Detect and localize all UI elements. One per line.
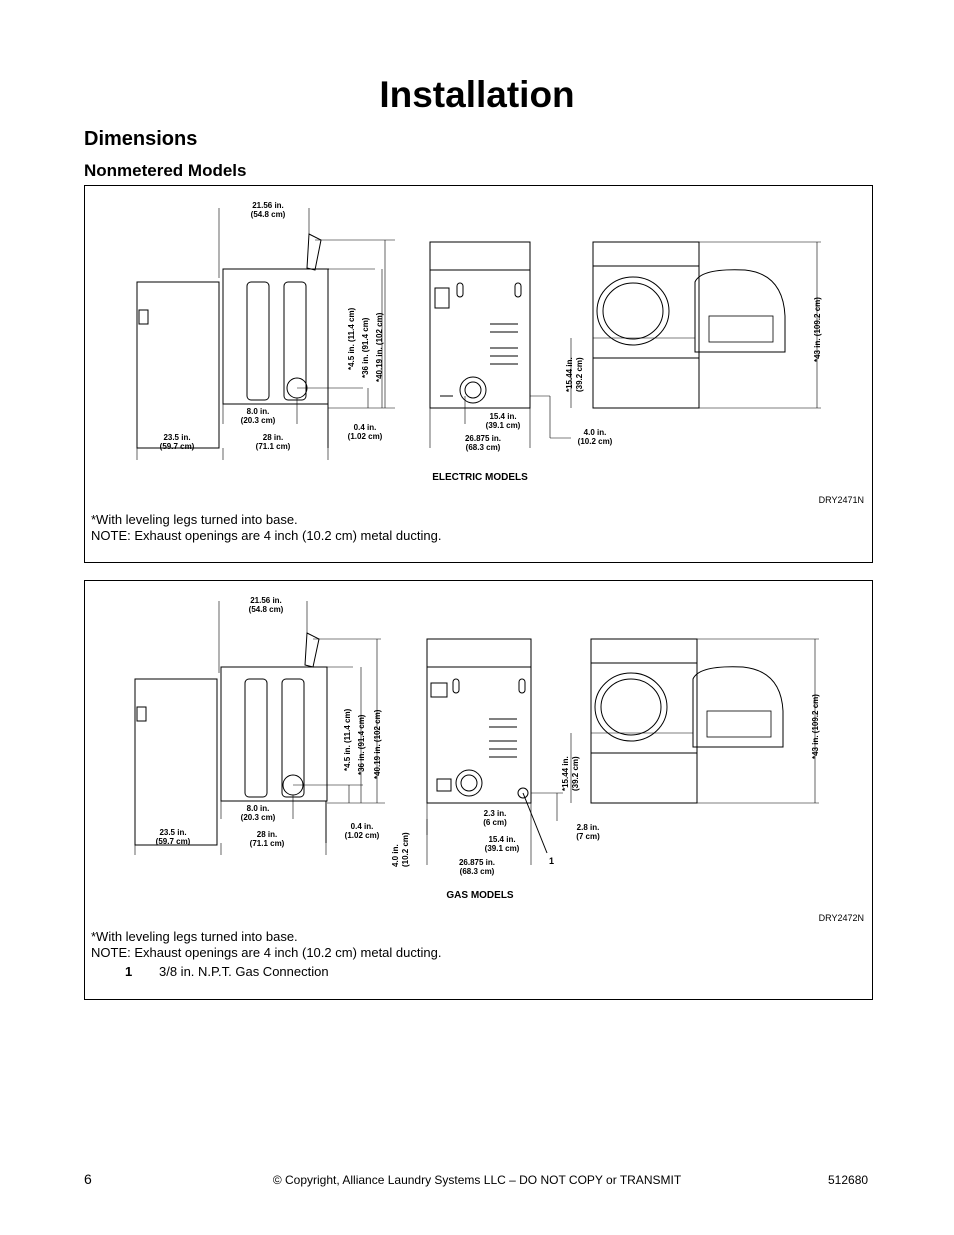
- legend-number: 1: [125, 964, 133, 979]
- dryer-body-side: [221, 667, 327, 801]
- dryer-body-front: [593, 266, 699, 408]
- dim-h1: *4.5 in. (11.4 cm): [343, 708, 352, 771]
- dim-exhaust-height: 4.0 in. (10.2 cm): [391, 832, 410, 867]
- legend-text: 3/8 in. N.P.T. Gas Connection: [159, 964, 329, 979]
- dim-door-reach: 23.5 in. (59.7 cm): [159, 433, 195, 451]
- dim-door-top: *43 in. (109.2 cm): [813, 297, 822, 362]
- dim-width: 26.875 in. (68.3 cm): [464, 434, 502, 452]
- dim-leg: 0.4 in. (1.02 cm): [344, 822, 380, 840]
- dim-h2: *36 in. (91.4 cm): [357, 714, 366, 775]
- dim-h3: *40.19 in. (102 cm): [373, 709, 382, 779]
- dryer-body-rear: [427, 667, 531, 803]
- copyright-notice: © Copyright, Alliance Laundry Systems LLC – DO NOT COPY or TRANSMIT: [272, 1173, 682, 1187]
- control-console-rear: [430, 242, 530, 270]
- page-title: Installation: [379, 74, 575, 115]
- dim-width: 26.875 in. (68.3 cm): [458, 858, 496, 876]
- dim-exhaust-height: 4.0 in. (10.2 cm): [577, 428, 613, 446]
- document-number: 512680: [828, 1173, 869, 1187]
- dim-gas-height: 2.8 in. (7 cm): [576, 823, 600, 841]
- dim-h2: *36 in. (91.4 cm): [361, 317, 370, 378]
- dim-exhaust-offset: 15.4 in. (39.1 cm): [485, 412, 521, 430]
- dim-exhaust-offset: 15.4 in. (39.1 cm): [484, 835, 520, 853]
- door-panel-side: [135, 679, 217, 845]
- section-heading: Dimensions: [84, 128, 198, 150]
- subsection-heading: Nonmetered Models: [84, 161, 247, 180]
- gas-callout-number: 1: [549, 856, 555, 866]
- gas-caption: GAS MODELS: [446, 890, 514, 901]
- electric-caption: ELECTRIC MODELS: [432, 472, 528, 483]
- dim-exhaust-x: 8.0 in. (20.3 cm): [240, 804, 276, 822]
- dim-exhaust-x: 8.0 in. (20.3 cm): [240, 407, 276, 425]
- dim-door-height: *15.44 in. (39.2 cm): [565, 357, 584, 392]
- gas-figure-box: [84, 580, 873, 1000]
- page-number: 6: [84, 1171, 92, 1187]
- electric-figure-id: DRY2471N: [818, 495, 864, 505]
- electric-notes: *With leveling legs turned into base. NOTE: Exhaust openings are 4 inch (10.2 cm) metal ducting.: [91, 512, 442, 543]
- dim-leg: 0.4 in. (1.02 cm): [347, 423, 383, 441]
- dim-h3: *40.19 in. (102 cm): [375, 312, 384, 382]
- dim-top-width: 21.56 in. (54.8 cm): [250, 201, 286, 219]
- control-console-rear: [427, 639, 531, 667]
- dim-top-width: 21.56 in. (54.8 cm): [248, 596, 284, 614]
- dim-depth: 28 in. (71.1 cm): [255, 433, 291, 451]
- control-panel-front: [593, 242, 699, 266]
- dim-door-top: *43 in. (109.2 cm): [811, 694, 820, 759]
- control-panel-front: [591, 639, 697, 663]
- dim-door-reach: 23.5 in. (59.7 cm): [155, 828, 191, 846]
- electric-figure-box: 21.56 in. (54.8 cm) 23.5 in. (59.7 cm) 8.0 in. (20.3 cm) 28 in. (71.1 cm) 0.4 in. (1.02 cm) *4.5 in. (11.4 cm) *36 in. (91.4 cm) *40.19 in. (102 cm) 15.4 in. (39.1 cm) 26.875 in. (68.3 cm) 4.0 in. (10.2 cm) *15.44 in. (39.2 cm) *43 in. (109.2 cm) ELECTRIC MODELS DRY2471N *With leveling legs turned into base. NOTE: Exhaust openings are 4 inch (10.2 cm) metal ducting.: [84, 185, 873, 563]
- gas-notes: *With leveling legs turned into base. NOTE: Exhaust openings are 4 inch (10.2 cm) metal ducting.: [91, 929, 442, 960]
- door-panel-side: [137, 282, 219, 448]
- electric-dimension-drawing: [85, 186, 872, 562]
- dim-depth: 28 in. (71.1 cm): [249, 830, 285, 848]
- dim-gas-offset: 2.3 in. (6 cm): [483, 809, 507, 827]
- gas-figure-id: DRY2472N: [818, 913, 864, 923]
- dryer-body-side: [223, 269, 328, 404]
- dim-door-height: *15.44 in. (39.2 cm): [561, 756, 580, 791]
